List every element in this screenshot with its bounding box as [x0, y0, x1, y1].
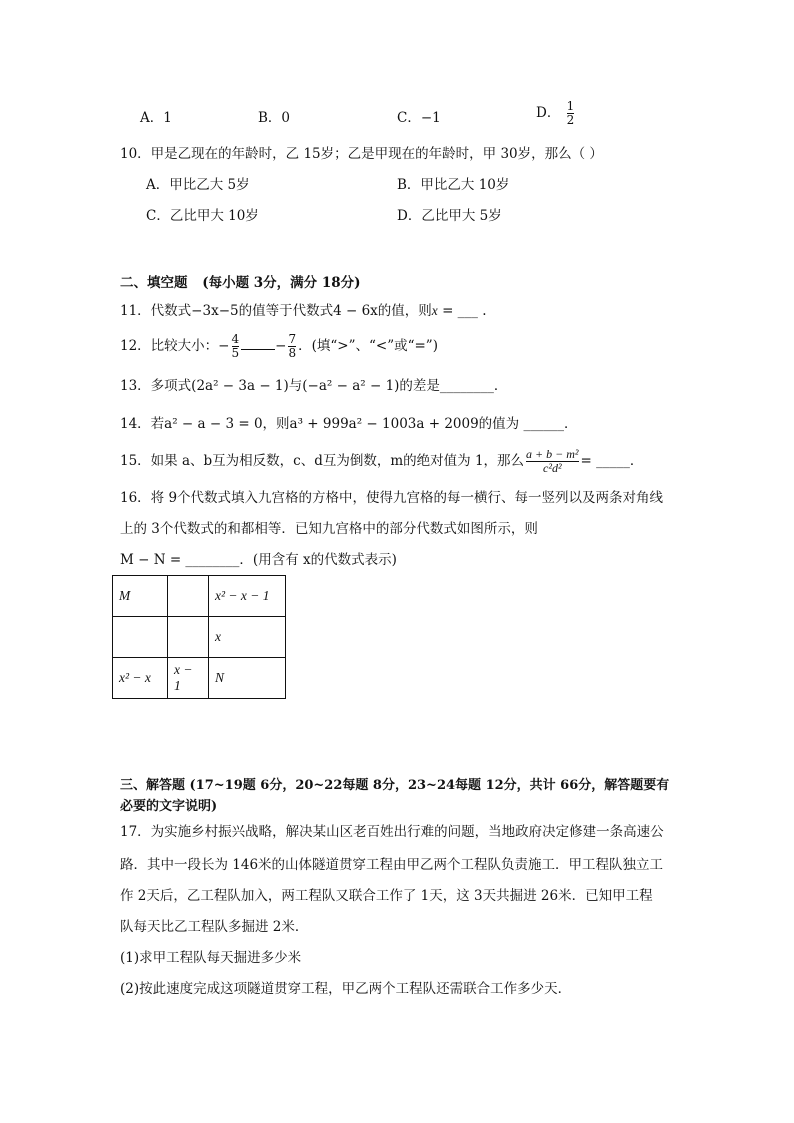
q17-sub-question-2: (2)按此速度完成这项隧道贯穿工程，甲乙两个工程队还需联合工作多少天． [120, 981, 572, 997]
q12-stem: 12．比较大小：− [120, 338, 230, 354]
q15 [120, 448, 643, 475]
q12-minus: − [275, 338, 287, 354]
q9-option-a: A．1 [140, 110, 172, 126]
grid-cell: M [113, 576, 168, 617]
q16-line-2: 上的 3个代数式的和都相等．已知九宫格中的部分代数式如图所示，则 [120, 521, 538, 537]
q12-fraction-2 [288, 333, 296, 360]
q10-option-a: A．甲比乙大 5岁 [146, 177, 250, 193]
section3-heading-line-1: 三、解答题 (17~19题 6分，20~22每题 8分，23~24每题 12分，共计 66分，解答题要有 [120, 778, 670, 793]
q17-line-3: 作 2天后，乙工程队加入，两工程队又联合工作了 1天，这 3天共掘进 26米．已知甲工程 [120, 888, 653, 904]
q13: 13．多项式(2a² − 3a − 1)与(−a² − a² − 1)的差是________． [120, 378, 508, 394]
table-row [113, 617, 286, 658]
q11-answer-blank: = ___ . [437, 303, 487, 319]
q11-variable: x [431, 303, 438, 318]
q14: 14．若a² − a − 3 = 0，则a³ + 999a² − 1003a + 2009的值为 ______． [120, 416, 578, 432]
fraction-numerator: 7 [288, 332, 297, 346]
grid-cell [113, 617, 168, 658]
grid-cell: x [209, 617, 286, 658]
section2-heading [120, 273, 361, 293]
section3-heading-line-2: 必要的文字说明) [120, 799, 218, 814]
q9-option-d-prefix: D． [536, 105, 561, 121]
q11-stem: 11．代数式−3x−5的值等于代数式4 − 6x的值，则 [120, 303, 432, 319]
q16-line-3: M − N = ________．(用含有 x的代数式表示) [120, 552, 397, 568]
grid-cell [168, 576, 209, 617]
q9-option-d [536, 100, 576, 127]
grid-cell: x − 1 [168, 658, 209, 699]
nine-grid-table [112, 575, 286, 699]
q9-option-c: C．−1 [397, 110, 441, 126]
q15-answer-blank: = _____． [580, 453, 644, 469]
section2-note: (每小题 3分，满分 18分) [202, 275, 361, 291]
fraction-numerator: 4 [231, 332, 240, 346]
grid-cell: N [209, 658, 286, 699]
q12 [120, 333, 438, 360]
q10-stem: 10．甲是乙现在的年龄时，乙 15岁；乙是甲现在的年龄时，甲 30岁，那么（ ） [120, 146, 603, 162]
q17-sub-question-1: (1)求甲工程队每天掘进多少米 [120, 950, 302, 966]
q9-option-d-fraction [567, 100, 575, 127]
q10-option-b: B．甲比乙大 10岁 [397, 177, 510, 193]
grid-cell: x² − x − 1 [209, 576, 286, 617]
q17-line-1: 17．为实施乡村振兴战略，解决某山区老百姓出行难的问题，当地政府决定修建一条高速公 [120, 824, 664, 840]
fraction-denominator: 8 [288, 346, 297, 360]
fraction-numerator: 1 [566, 99, 575, 113]
grid-cell: x² − x [113, 658, 168, 699]
q17-line-4: 队每天比乙工程队多掘进 2米． [120, 919, 309, 935]
table-row [113, 576, 286, 617]
fraction-denominator: c²d² [543, 461, 562, 475]
fraction-numerator: a + b − m² [526, 447, 579, 461]
q12-answer-blank [241, 335, 275, 350]
q15-fraction [526, 448, 578, 475]
fraction-denominator: 2 [566, 113, 575, 127]
grid-cell [168, 617, 209, 658]
q16-line-1: 16．将 9个代数式填入九宫格的方格中，使得九宫格的每一横行、每一竖列以及两条对角线 [120, 490, 664, 506]
q12-fraction-1 [232, 333, 240, 360]
q10-option-c: C．乙比甲大 10岁 [146, 208, 259, 224]
q17-line-2: 路．其中一段长为 146米的山体隧道贯穿工程由甲乙两个工程队负责施工．甲工程队独立工 [120, 857, 664, 873]
section2-title: 二、填空题 [120, 275, 188, 291]
q12-instruction: ．(填“>”、“<”或“=”) [298, 338, 438, 354]
q15-stem: 15．如果 a、b互为相反数，c、d互为倒数，m的绝对值为 1，那么 [120, 453, 525, 469]
table-row [113, 658, 286, 699]
q10-option-d: D．乙比甲大 5岁 [397, 208, 502, 224]
fraction-denominator: 5 [231, 346, 240, 360]
q11 [120, 301, 487, 321]
q9-option-b: B．0 [258, 110, 291, 126]
